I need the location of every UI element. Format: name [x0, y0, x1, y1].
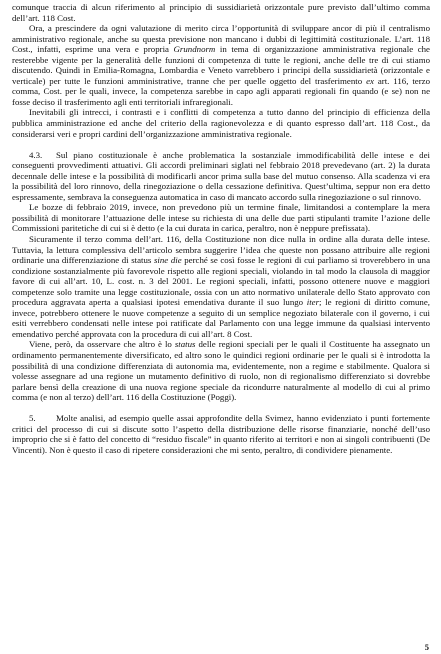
paragraph-inevitabili [12, 107, 430, 139]
text-run: Ora, a prescindere da ogni valutazione di merito circa l’opportunità di sviluppare ancor di più il centralismo amministrativo regionale, anche su questa previsione non mancano i dubbi di legittimità costituzionale. L’art. 118 Cost., infatti, esprime una vera e propria [12, 23, 430, 55]
text-run: perché se così fosse le regioni di cui parliamo si troverebbero in una condizione sostanzialmente più favorevole rispetto alle regioni speciali, violando in tal modo la clausola di maggior favore di cui all’art. 10, L. cost. n. 3 del 2001. Le regioni speciali, infatti, possono ottenere nuove e maggiori competenze solo tramite una legge costituzionale, ossia con un atto normativo unilaterale dello Stato approvato con procedura aggravata aperta a qualsiasi ipotesi emendativa durante il suo lungo [12, 255, 431, 308]
italic-term: Grundnorm [173, 44, 216, 55]
section-number: 5. [29, 413, 36, 424]
italic-term: iter [306, 297, 320, 308]
paragraph-ora [12, 23, 430, 107]
section-4-3-paragraph [12, 150, 430, 203]
paragraph-sicuramente [12, 234, 430, 339]
paragraph-viene [12, 339, 430, 402]
section-number: 4.3. [29, 149, 43, 160]
italic-term: status [174, 339, 196, 350]
text-run: comunque traccia di alcun riferimento al principio di sussidiarietà orizzontale pure previsto dall’ultimo comma dell’art. 118 Cost. [12, 2, 430, 23]
paragraph-bozze [12, 202, 430, 234]
text-run: delle regioni speciali per le quali il Costituente ha assegnato un ordinamento permanentemente diversificato, ed altro sono le quindici regioni ordinarie per le quali si è introdotta la possibilità di una condizione differenziata di autonomia ma, evidentemente, non a regime e stabilmente. Qualora si volesse assegnare ad una regione un mutamento definitivo di ruolo, non di regionalismo differenziato si dovrebbe parlare bensì della creazione di una nuova regione speciale da ricondurre naturalmente al modello di cui al primo comma (e non al terzo) dell’art. 116 della Costituzione (Poggi). [12, 339, 430, 403]
text-run: art. 116, terzo comma, Cost. per le quali, invece, la competenza sarebbe in capo agli apparati regionali fin quando (e se) non ne fosse deciso il trasferimento agli enti territoriali infraregionali. [12, 75, 431, 107]
text-run: ; le regioni di diritto comune, invece, potrebbero ottenere le nuove competenze a seguito di un semplice negoziato bilaterale con il governo, i cui esiti verrebbero condensati nelle intese poi ratificate dal Parlamento con una legge immune da qualsiasi intervento emendativo perché approvata con la procedura di cui all’art. 8 Cost. [12, 297, 430, 339]
text-run: Sul piano costituzionale è anche problematica la sostanziale immodificabilità delle intese e dei conseguenti provvedimenti attuativi. Gli accordi preliminari siglati nel febbraio 2018 prevedevano (art. 2) la durata decennale delle intese e la possibilità di modificarli ancor prima sulla base del mutuo consenso. Alla scadenza vi era la possibilità del loro rinnovo, della rinegoziazione o della cessazione definitiva. Quest’ultima, seppur non era detto espressamente, sembrava la conseguenza automatica in caso di mancato accordo sulla rinegoziazione o sul rinnovo. [12, 149, 430, 202]
text-run: Viene, però, da osservare che altro è lo [29, 339, 175, 350]
page-number: 5 [424, 642, 429, 652]
text-run: Inevitabili gli intrecci, i contrasti e i conflitti di competenza a tutto danno del principio di efficienza della pubblica amministrazione ed anche del criterio della ragionevolezza e di quanto espresso dall’art. 118 Cost., da considerarsi veri e propri cardini dell’organizzazione amministrativa regionale. [12, 107, 430, 139]
text-run: Sicuramente il terzo comma dell’art. 116, della Costituzione non dice nulla in ordine alla durata delle intese. Tuttavia, la lettura complessiva dell’articolo sembra suggerire l’idea che queste non possano attribuire alle regioni ordinarie una differenziazione di status [12, 233, 430, 266]
text-run: Le bozze di febbraio 2019, invece, non prevedono più un termine finale, limitandosi a contemplare la mera possibilità di monitorare l’attuazione delle intese su richiesta di una delle due parti stipulanti tramite l’azione delle Commissioni paritetiche di cui si è detto (e la cui durata in carica, peraltro, non è neppure prefissata). [12, 202, 430, 234]
paragraph-continuation [12, 2, 430, 23]
text-run: in tema di organizzazione amministrativa regionale che resterebbe vigente per la generalità delle funzioni di competenza di tutte le regioni, anche delle tre di cui stiamo discutendo. Quindi in Emilia-Romagna, Lombardia e Veneto varrebbero i principi della sussidiarietà (orizzontale e verticale) per tutte le funzioni amministrative, tranne che per quelle oggetto del trasferimento [12, 44, 430, 86]
italic-term: ex [366, 75, 374, 86]
text-run: Molte analisi, ad esempio quelle assai approfondite della Svimez, hanno evidenziato i punti fortemente critici del processo di cui si discute sotto l’aspetto della distribuzione delle risorse finanziarie, nonché dell’uso improprio che si è fatto del concetto di “residuo fiscale” in quanto riferito ai territori e non ai singoli contribuenti (De Vincenti). Non è questo il caso di ripetere considerazioni che mi sento, peraltro, di condividere pienamente. [12, 413, 430, 455]
italic-term: sine die [153, 255, 182, 266]
section-5-paragraph [12, 413, 430, 455]
